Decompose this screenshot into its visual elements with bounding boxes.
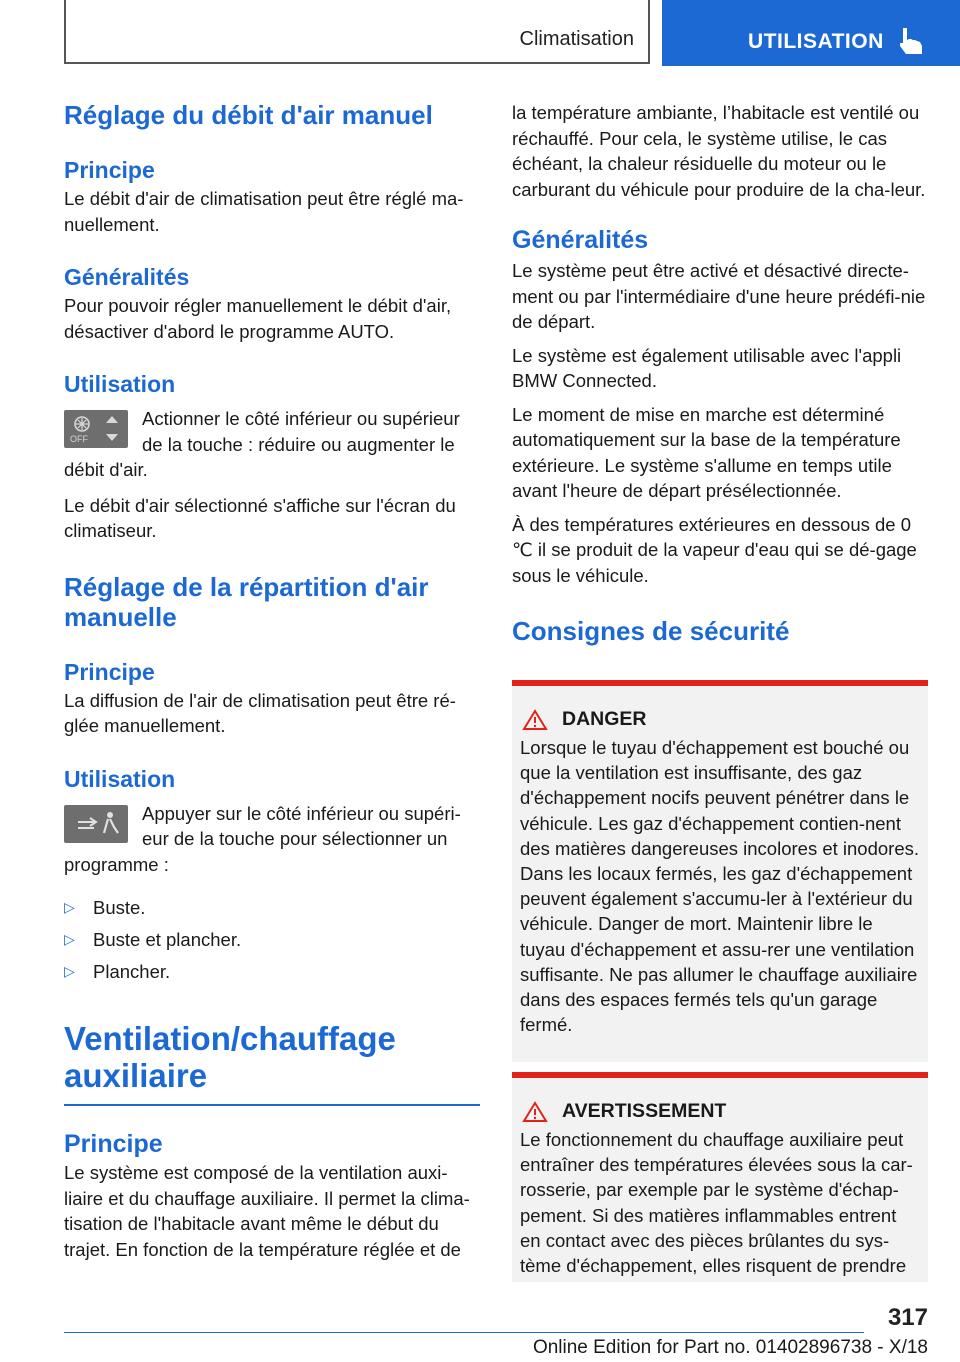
header-frame — [64, 0, 650, 64]
header-chapter-label: UTILISATION — [748, 30, 884, 53]
list-item: ▷ Buste et plancher. — [64, 929, 242, 950]
header-chapter-tab — [662, 0, 960, 66]
paragraph: Le débit d'air sélectionné s'affiche sur l'écran du climatiseur. — [64, 494, 456, 541]
page-header — [0, 0, 960, 66]
paragraph: Actionner le côté inférieur ou supérieur de la touche : réduire ou augmenter le débit d'air. — [64, 408, 460, 480]
triangle-bullet-icon: ▷ — [64, 963, 75, 979]
paragraph: Le débit d'air de climatisation peut être réglé ma-nuellement. — [64, 188, 464, 235]
off-label: OFF — [70, 434, 88, 444]
paragraph: Le système peut être activé et désactivé directe-ment ou par l'intermédiaire d'une heure prédéfi-nie de départ. — [512, 260, 926, 332]
triangle-bullet-icon: ▷ — [64, 899, 75, 915]
utilisation-block — [64, 406, 480, 483]
danger-title: DANGER — [562, 708, 647, 730]
warning-bar — [512, 1072, 928, 1078]
hand-pointer-icon — [894, 24, 928, 58]
section-title-distribution: Réglage de la répartition d'air manuelle — [64, 571, 429, 632]
subtitle-generalites: Généralités — [64, 264, 190, 290]
paragraph: Le système est composé de la ventilation auxi-liaire et du chauffage auxiliaire. Il permet la clima-tisation de l'habitacle avant même le début du trajet. En fonction de la température réglée et de — [64, 1162, 470, 1260]
fan-button-icon — [64, 410, 128, 448]
program-list — [64, 895, 480, 984]
danger-text: Lorsque le tuyau d'échappement est bouché ou que la ventilation est insuffisante, des gaz d'échappement nocifs peuvent pénétrer dans le véhicule. Les gaz d'échappement contien-nent des matières dangereuses incolores et inodores. Dans les locaux fermés, les gaz d'échappement peuvent également s'accumu-ler à l'extérieur du véhicule. Danger de mort. Maintenir libre le tuyau d'échappement et assu-rer une ventilation suffisante. Ne pas allumer le chauffage auxiliaire dans des espaces fermés tels qu'un garage fermé. — [520, 737, 920, 1036]
danger-title-row — [522, 708, 928, 731]
danger-box — [512, 680, 928, 1062]
paragraph: Appuyer sur le côté inférieur ou supéri-eur de la touche pour sélectionner un programme : — [64, 802, 461, 875]
chapter-title-ventilation: Ventilation/chauffage auxiliaire — [64, 1020, 396, 1094]
paragraph: Le système est également utilisable avec l'appli BMW Connected. — [512, 344, 902, 391]
paragraph: À des températures extérieures en dessous de 0 ℃ il se produit de la vapeur d'eau qui se dé-gage sous le véhicule. — [512, 513, 917, 586]
danger-bar — [512, 680, 928, 686]
page-number: 317 — [887, 1304, 928, 1331]
paragraph: Le moment de mise en marche est déterminé automatiquement sur la base de la température extérieure. Le système s'allume en temps utile avant l'heure de départ présélectionnée. — [512, 403, 901, 501]
subtitle-utilisation: Utilisation — [64, 371, 176, 397]
warning-box — [512, 1072, 928, 1282]
subtitle-utilisation: Utilisation — [64, 765, 176, 792]
subtitle-principe: Principe — [64, 658, 155, 685]
page-footer — [0, 1290, 960, 1362]
warning-triangle-icon — [522, 1101, 548, 1123]
left-column — [64, 100, 480, 1262]
subtitle-generalites: Généralités — [512, 226, 649, 254]
triangle-bullet-icon: ▷ — [64, 931, 75, 947]
subtitle-principe: Principe — [64, 157, 155, 183]
chapter-divider — [64, 1104, 480, 1106]
warning-triangle-icon — [522, 709, 548, 731]
list-item: ▷ Buste. — [64, 897, 146, 918]
section-title-airflow: Réglage du débit d'air manuel — [64, 100, 433, 130]
paragraph: Pour pouvoir régler manuellement le débit d'air, désactiver d'abord le programme AUTO. — [64, 295, 452, 342]
header-section-title: Climatisation — [519, 28, 634, 50]
right-column — [512, 100, 928, 646]
air-distribution-button-icon — [64, 805, 128, 843]
utilisation-block — [64, 801, 480, 878]
subtitle-principe: Principe — [64, 1130, 163, 1158]
paragraph: La diffusion de l'air de climatisation peut être ré-glée manuellement. — [64, 689, 456, 736]
warning-text: Le fonctionnement du chauffage auxiliaire peut entraîner des températures élevées sous la car-rosserie, par exemple par le système d'échap-pement. Si des matières inflammables entrent en contact avec des pièces brûlantes du sys-tème d'échappement, elles risquent de prendre — [520, 1129, 913, 1277]
edition-text: Online Edition for Part no. 01402896738 - X/18 — [532, 1337, 928, 1358]
warning-title-row — [522, 1100, 928, 1123]
warning-title: AVERTISSEMENT — [562, 1100, 727, 1122]
section-title-safety: Consignes de sécurité — [512, 616, 790, 646]
footer-divider — [64, 1332, 864, 1333]
paragraph: la température ambiante, l’habitacle est ventilé ou réchauffé. Pour cela, le système utilise, le cas échéant, la chaleur résiduelle du moteur ou le carburant du véhicule pour produire de la cha-leur. — [512, 102, 926, 200]
list-item: ▷ Plancher. — [64, 961, 171, 982]
